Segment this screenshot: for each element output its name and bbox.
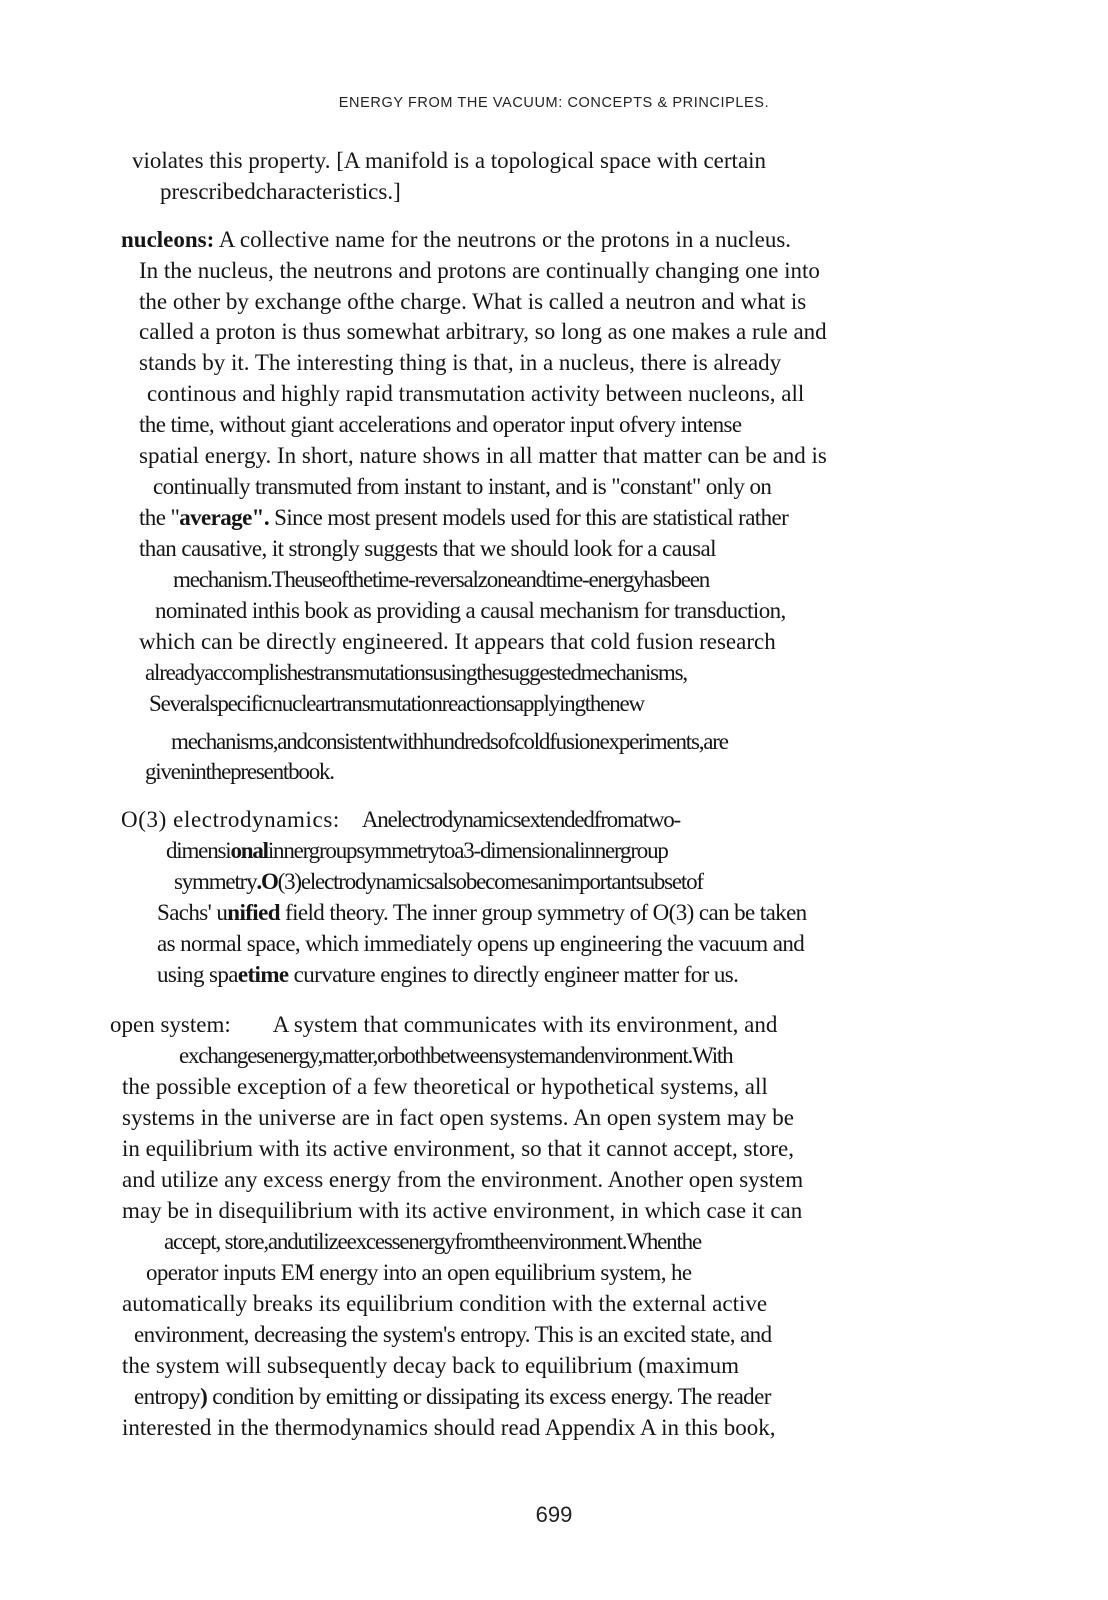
text-span: the " bbox=[139, 505, 180, 530]
text-span: Sachs' u bbox=[157, 900, 228, 925]
text-line: the time, without giant accelerations and operator input ofvery intense bbox=[139, 412, 742, 437]
text-line: continually transmuted from instant to instant, and is "constant" only on bbox=[153, 474, 772, 499]
text-line: systems in the universe are in fact open systems. An open system may be bbox=[122, 1105, 794, 1130]
text-span: (3)electrodynamicsalsobecomesanimportantsubsetof bbox=[277, 869, 703, 894]
text-line: called a proton is thus somewhat arbitrary, so long as one makes a rule and bbox=[139, 319, 827, 344]
text-line: exchangesenergy,matter,orbothbetweensystemandenvironment.With bbox=[179, 1043, 733, 1068]
text-span: innergroupsymmetrytoa3-dimensionalinnergroup bbox=[267, 838, 668, 863]
text-span: dimensi bbox=[166, 838, 231, 863]
running-header: ENERGY FROM THE VACUUM: CONCEPTS & PRINCIPLES. bbox=[338, 95, 770, 111]
bold-text: onal bbox=[230, 838, 268, 863]
text-line: the possible exception of a few theoretical or hypothetical systems, all bbox=[122, 1074, 768, 1099]
text-line: may be in disequilibrium with its active environment, in which case it can bbox=[122, 1198, 803, 1223]
text-line bbox=[134, 1382, 771, 1412]
page-number: 699 bbox=[535, 1502, 573, 1527]
text-line: mechanisms,andconsistentwithhundredsofcoldfusionexperiments,are bbox=[171, 729, 728, 754]
text-line: Severalspecificnucleartransmutationreactionsapplyingthenew bbox=[149, 691, 644, 716]
text-span: entropy bbox=[134, 1384, 201, 1409]
glossary-entry-open-system bbox=[110, 1010, 777, 1040]
glossary-term: O(3) electrodynamics: bbox=[121, 807, 340, 832]
text-line bbox=[166, 836, 668, 866]
text-line bbox=[174, 867, 703, 897]
text-line: mechanism.Theuseofthetime-reversalzoneandtime-energyhasbeen bbox=[173, 567, 710, 592]
text-line: alreadyaccomplishestransmutationsusingthesuggestedmechanisms, bbox=[145, 660, 687, 685]
glossary-entry-nucleons bbox=[121, 225, 791, 255]
text-span: field theory. The inner group symmetry of O(3) can be taken bbox=[279, 900, 807, 925]
text-line: and utilize any excess energy from the environment. Another open system bbox=[122, 1167, 804, 1192]
text-line bbox=[139, 503, 788, 533]
bold-text: nified bbox=[227, 900, 280, 925]
text-line: in equilibrium with its active environment, so that it cannot accept, store, bbox=[122, 1136, 794, 1161]
bold-text: average". bbox=[179, 505, 269, 530]
text-line: giveninthepresentbook. bbox=[145, 759, 334, 784]
text-line: as normal space, which immediately opens up engineering the vacuum and bbox=[157, 931, 805, 956]
glossary-entry-o3 bbox=[121, 805, 680, 835]
text-line: which can be directly engineered. It appears that cold fusion research bbox=[139, 629, 776, 654]
text-line: spatial energy. In short, nature shows in all matter that matter can be and is bbox=[139, 443, 827, 468]
text-line: the other by exchange ofthe charge. What is called a neutron and what is bbox=[139, 289, 807, 314]
text-line bbox=[157, 898, 807, 928]
text-line: operator inputs EM energy into an open equilibrium system, he bbox=[146, 1260, 692, 1285]
text-span: condition by emitting or dissipating its excess energy. The reader bbox=[207, 1384, 771, 1409]
text-span: Since most present models used for this are statistical rather bbox=[269, 505, 789, 530]
glossary-term: open system: bbox=[110, 1012, 231, 1037]
text-span: symmetry bbox=[174, 869, 257, 894]
text-span: curvature engines to directly engineer matter for us. bbox=[288, 962, 739, 987]
text-line: stands by it. The interesting thing is that, in a nucleus, there is already bbox=[139, 350, 782, 375]
text-line: violates this property. [A manifold is a topological space with certain bbox=[132, 148, 767, 173]
text-line: interested in the thermodynamics should read Appendix A in this book, bbox=[122, 1415, 776, 1440]
bold-text: ) bbox=[200, 1384, 208, 1409]
text-line: automatically breaks its equilibrium condition with the external active bbox=[122, 1291, 768, 1316]
text-line: environment, decreasing the system's entropy. This is an excited state, and bbox=[134, 1322, 772, 1347]
text-line: than causative, it strongly suggests that we should look for a causal bbox=[139, 536, 716, 561]
text-line: continous and highly rapid transmutation activity between nucleons, all bbox=[147, 381, 805, 406]
text-line: In the nucleus, the neutrons and protons are continually changing one into bbox=[139, 258, 820, 283]
text-line: prescribedcharacteristics.] bbox=[160, 179, 401, 204]
text-line: the system will subsequently decay back to equilibrium (maximum bbox=[122, 1353, 740, 1378]
bold-text: etime bbox=[237, 962, 289, 987]
definition-text: Anelectrodynamicsextendedfromatwo- bbox=[361, 807, 681, 832]
bold-text: .O bbox=[256, 869, 278, 894]
text-span: using spa bbox=[157, 962, 238, 987]
definition-text: A collective name for the neutrons or the protons in a nucleus. bbox=[214, 227, 792, 252]
text-line: nominated inthis book as providing a causal mechanism for transduction, bbox=[155, 598, 786, 623]
text-line bbox=[157, 960, 738, 990]
glossary-term: nucleons: bbox=[121, 227, 215, 252]
text-line: accept, store,andutilizeexcessenergyfromtheenvironment.Whenthe bbox=[164, 1229, 701, 1254]
definition-text: A system that communicates with its environment, and bbox=[272, 1012, 778, 1037]
